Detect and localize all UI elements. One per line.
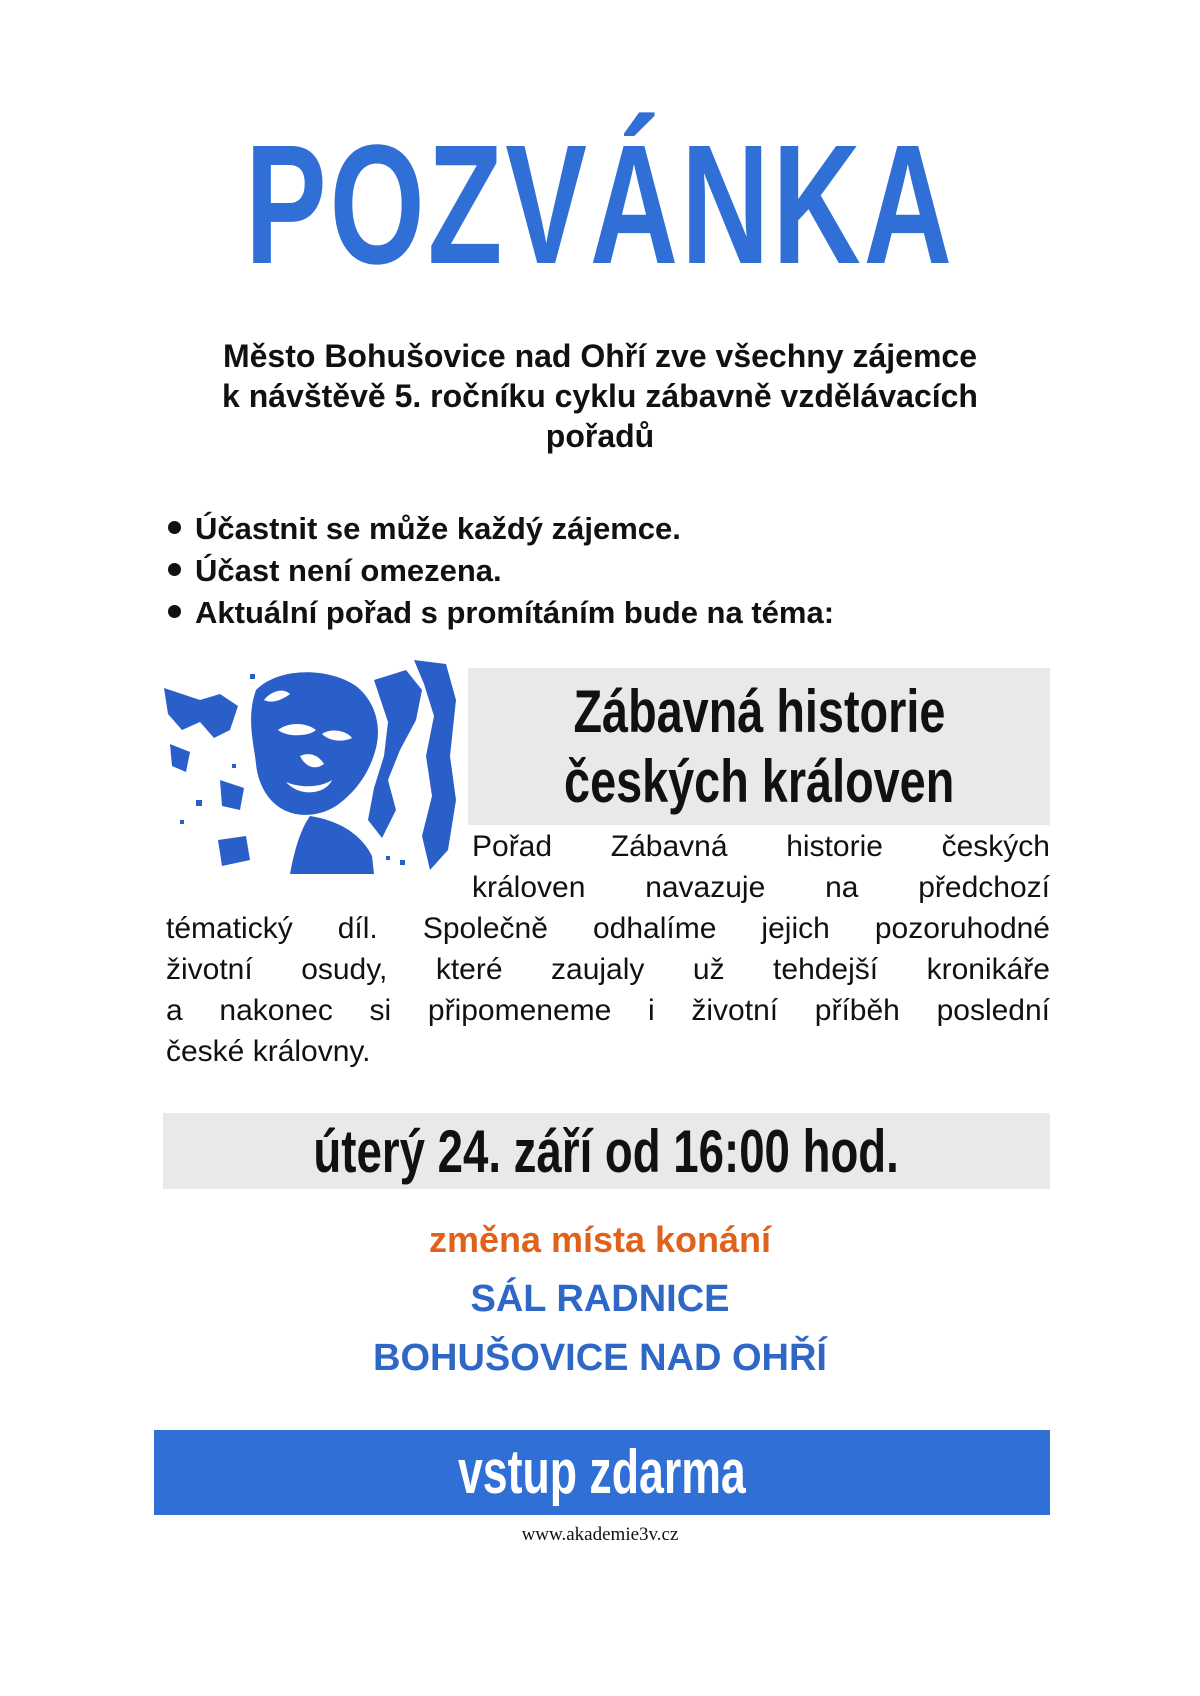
venue-change-notice: změna místa konání [428,1219,772,1260]
bullet-item [168,592,1028,634]
description-lead [472,826,1050,908]
bullet-text: Aktuální pořad s promítáním bude na téma: [195,595,835,630]
free-entry-banner [154,1430,1050,1515]
intro-line: pořadů [545,418,655,454]
description-line: životní osudy, které zaujaly už tehdejší kronikáře [166,953,1050,986]
description-line: tématický díl. Společně odhalíme jejich pozoruhodné [166,912,1050,945]
headline-text: POZVÁNKA [245,110,955,300]
intro-line: k návštěvě 5. ročníku cyklu zábavně vzdělávacích [222,378,978,414]
topic-title [468,668,1050,825]
queen-portrait-image [160,660,460,875]
description-line: a nakonec si připomeneme i životní příběh poslední [166,994,1050,1027]
bullet-dot-icon [168,563,181,576]
bullet-dot-icon [168,521,181,534]
bullet-text: Účast není omezena. [195,553,502,588]
invitation-headline [0,105,1200,305]
event-date [163,1113,1050,1189]
free-entry-text: vstup zdarma [458,1438,746,1507]
bullet-item [168,550,1028,592]
description-body [166,908,1050,1072]
bullet-text: Účastnit se může každý zájemce. [195,511,681,546]
intro-paragraph [150,336,1050,456]
venue-town: BOHUŠOVICE NAD OHŘÍ [373,1337,827,1379]
info-bullet-list [168,508,1028,634]
venue-hall: SÁL RADNICE [470,1278,730,1320]
topic-title-line: českých královen [563,747,955,815]
description-line: české královny. [166,1035,371,1068]
bullet-dot-icon [168,605,181,618]
portrait-icon [160,660,460,875]
description-line: Pořad Zábavná historie českých [472,830,1050,863]
intro-line: Město Bohušovice nad Ohří zve všechny zájemce [222,338,978,374]
topic-title-line: Zábavná historie [573,677,945,745]
website-url: www.akademie3v.cz [521,1524,679,1545]
description-line: královen navazuje na předchozí [472,871,1050,904]
bullet-item [168,508,1028,550]
event-date-text: úterý 24. září od 16:00 hod. [313,1117,900,1185]
